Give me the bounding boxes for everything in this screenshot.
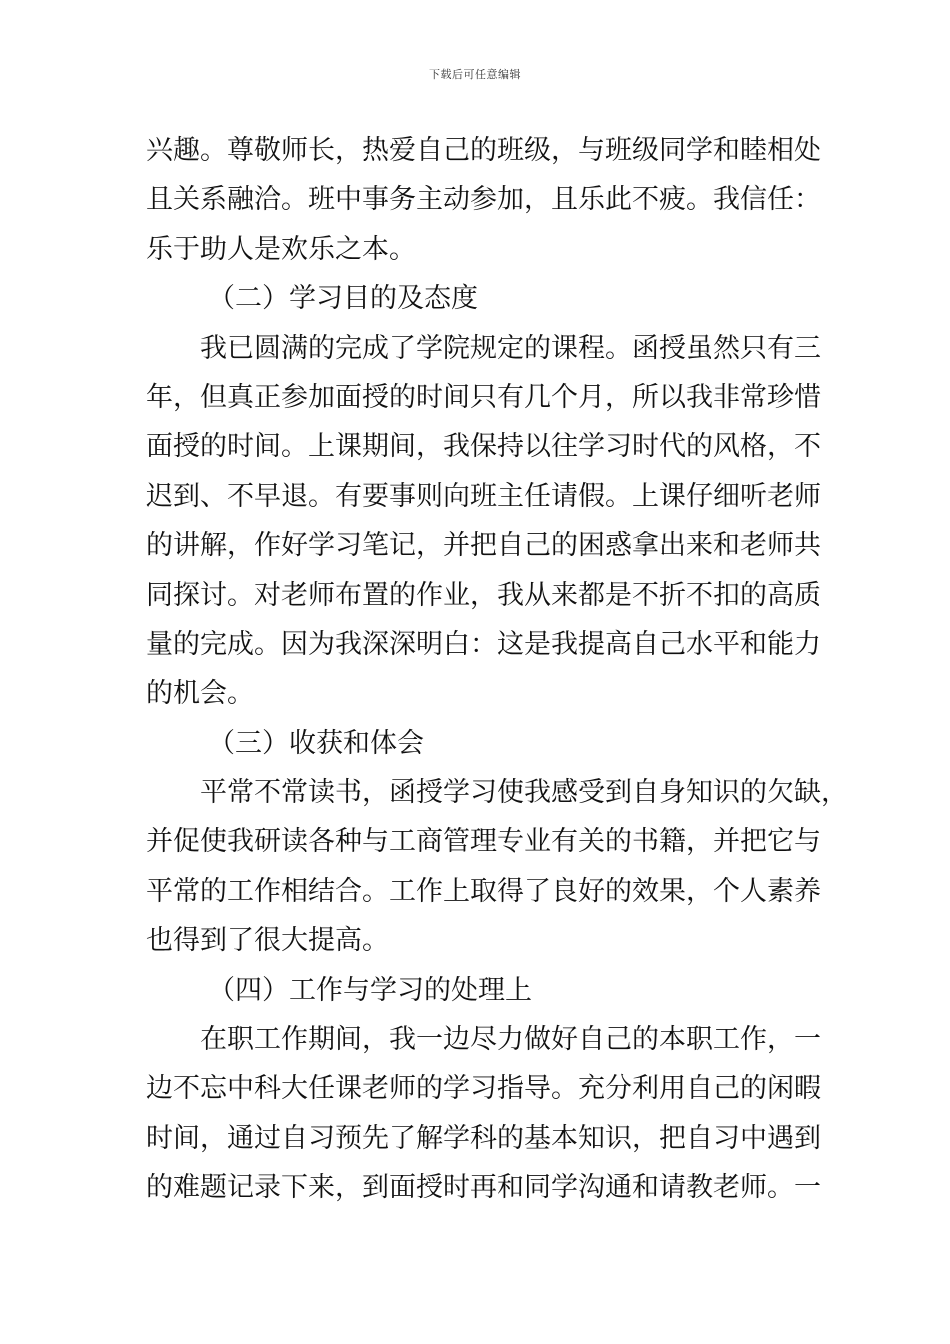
text-line: 同探讨。对老师布置的作业，我从来都是不折不扣的高质 xyxy=(146,579,821,611)
text-line: 我已圆满的完成了学院规定的课程。函授虽然只有三 xyxy=(200,332,821,364)
text-line: 也得到了很大提高。 xyxy=(146,925,389,957)
text-line: 平常的工作相结合。工作上取得了良好的效果，个人素养 xyxy=(146,875,821,907)
document-body xyxy=(146,126,848,1213)
section-heading: （四）工作与学习的处理上 xyxy=(208,974,532,1006)
text-line: 乐于助人是欢乐之本。 xyxy=(146,233,416,265)
text-line: 迟到、不早退。有要事则向班主任请假。上课仔细听老师 xyxy=(146,480,821,512)
text-line: 边不忘中科大任课老师的学习指导。充分利用自己的闲暇 xyxy=(146,1073,821,1105)
text-line: 量的完成。因为我深深明白：这是我提高自己水平和能力 xyxy=(146,628,821,660)
page-header: 下载后可任意编辑 xyxy=(429,68,521,81)
section-heading: （三）收获和体会 xyxy=(208,727,424,759)
text-line: 年，但真正参加面授的时间只有几个月，所以我非常珍惜 xyxy=(146,381,821,413)
text-line: 面授的时间。上课期间，我保持以往学习时代的风格，不 xyxy=(146,431,821,463)
text-line: 平常不常读书，函授学习使我感受到自身知识的欠缺， xyxy=(200,777,848,809)
text-line: 兴趣。尊敬师长，热爱自己的班级，与班级同学和睦相处 xyxy=(146,135,821,166)
text-line: 并促使我研读各种与工商管理专业有关的书籍，并把它与 xyxy=(146,826,821,858)
text-line: 且关系融洽。班中事务主动参加，且乐此不疲。我信任： xyxy=(146,184,821,216)
text-line: 在职工作期间，我一边尽力做好自己的本职工作，一 xyxy=(200,1024,821,1056)
text-line: 时间，通过自习预先了解学科的基本知识，把自习中遇到 xyxy=(146,1122,821,1154)
text-line: 的难题记录下来，到面授时再和同学沟通和请教老师。一 xyxy=(146,1172,821,1204)
section-heading: （二）学习目的及态度 xyxy=(208,283,478,315)
text-line: 的讲解，作好学习笔记，并把自己的困惑拿出来和老师共 xyxy=(146,530,821,562)
text-line: 的机会。 xyxy=(146,678,254,710)
